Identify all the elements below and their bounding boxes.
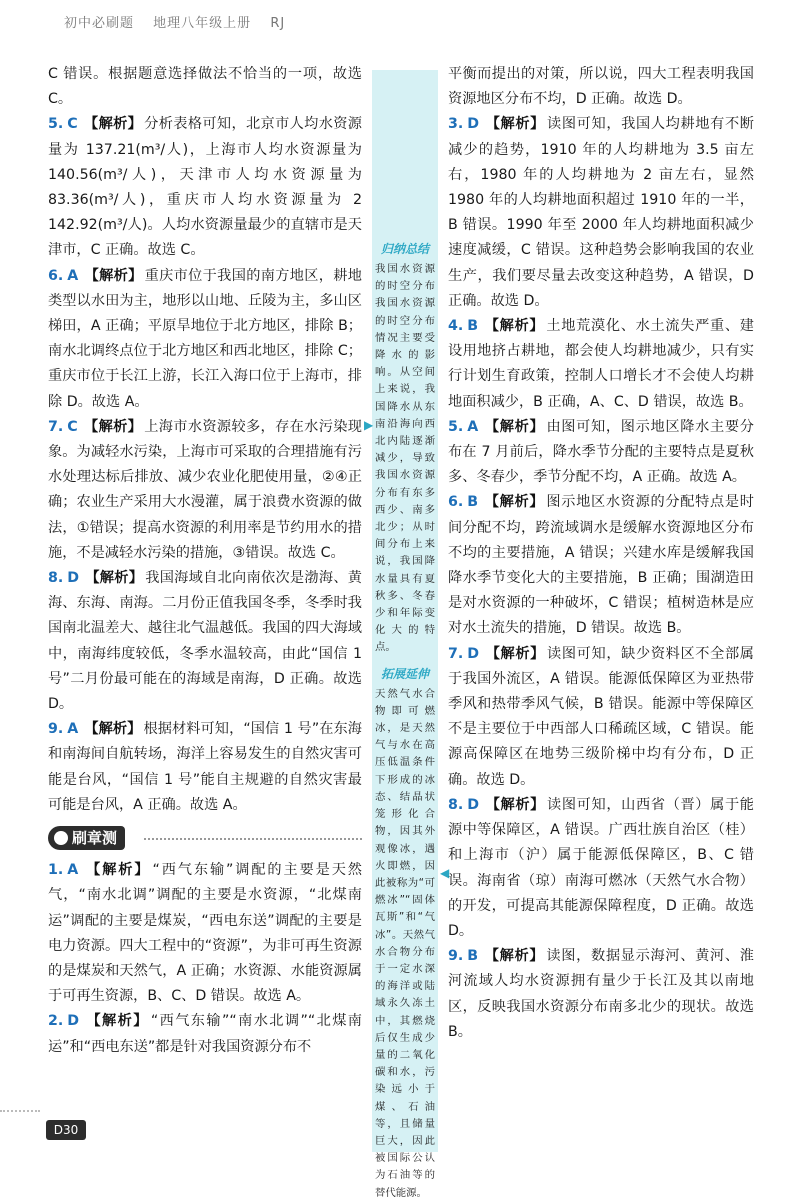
analysis-text: 由图可知，图示地区降水主要分布在 7 月前后，降水季节分配的主要特点是夏秋多、冬春少，季节分配不均，A 正确。故选 A。 — [448, 418, 754, 486]
analysis-text: 分析表格可知，北京市人均水资源量为 137.21(m³/人)，上海市人均水资源量为 140.56(m³/人)，天津市人均水资源量为 83.36(m³/人)，重庆市人均水资源量为 2 142.92(m³/人)。人均水资源量最少的直辖市是天津市，C 正确。故选 C。 — [48, 116, 362, 259]
question-number: 6. — [48, 267, 64, 284]
answer-letter: D — [67, 1013, 80, 1030]
analysis-tag: 【解析】 — [484, 418, 545, 435]
answer-letter: A — [467, 418, 479, 435]
answer-letter: A — [67, 267, 79, 284]
answer-letter: B — [467, 494, 479, 511]
running-header — [64, 12, 299, 31]
answer-item — [448, 944, 754, 1045]
summary-text: 我国水资源的时空分布 我国水资源的时空分布情况主要受降水的影响。从空间上来说，我国降水从东南沿海向西北内陆逐渐减少，导致我国水资源分布有东多西少、南多北少；从时间分布上来说，我国降水量具有夏秋多、冬春少和年际变化大的特点。 — [375, 263, 435, 654]
margin-dots — [0, 1110, 40, 1112]
analysis-text: 读图，数据显示海河、黄河、淮河流域人均水资源拥有量少于长江及其以南地区，反映我国水资源分布南多北少的现状。故选 B。 — [448, 948, 754, 1040]
section-badge — [48, 826, 125, 850]
answer-letter: B — [467, 948, 479, 965]
pointer-right-icon: ▶ — [364, 418, 374, 432]
answer-letter: D — [467, 796, 480, 813]
question-number: 7. — [48, 418, 64, 435]
question-number: 1. — [48, 862, 64, 879]
analysis-text: 上海市水资源较多，存在水污染现象。为减轻水污染，上海市可采取的合理措施有污水处理达标后排放、减少农业化肥使用量，②④正确；农业生产采用大水漫灌，属于浪费水资源的做法，①错误；提高水资源的利用率是节约用水的措施，不是减轻水污染的措施，③错误。故选 C。 — [48, 418, 362, 561]
right-answer-list — [448, 112, 754, 1045]
answer-item — [448, 642, 754, 793]
analysis-text: 读图可知，缺少资料区不全部属于我国外流区，A 错误。能源低保障区为亚热带季风和热带季风气候，B 错误。能源中等保障区不是主要位于中西部人口稀疏区域，C 错误。能源高保障区在地势三级阶梯中均有分布，D 正确。故选 D。 — [448, 645, 754, 788]
question-number: 2. — [48, 1013, 64, 1030]
question-number: 8. — [48, 570, 64, 587]
right-intro: 平衡而提出的对策，所以说，四大工程表明我国资源地区分布不均，D 正确。故选 D。 — [448, 66, 754, 108]
analysis-text: “西气东输”“南水北调”“北煤南运”和“西电东送”都是针对我国资源分布不 — [48, 1013, 362, 1055]
analysis-tag: 【解析】 — [484, 948, 545, 965]
pointer-left-icon: ◀ — [440, 866, 450, 880]
analysis-text: “西气东输”调配的主要是天然气，“南水北调”调配的主要是水资源，“北煤南运”调配的主要是煤炭，“西电东送”调配的主要是电力资源。四大工程中的“资源”，为非可再生资源的是煤炭和天然气，A 正确；水资源、水能资源属于可再生资源，B、C、D 错误。故选 A。 — [48, 862, 362, 1005]
answer-item — [448, 415, 754, 491]
analysis-text: 图示地区水资源的分配特点是时间分配不均，跨流域调水是缓解水资源地区分布不均的主要措施，A 错误；兴建水库是缓解我国降水季节变化大的主要措施，B 正确；围湖造田是对水资源的一种破坏，C 错误；植树造林是应对水土流失的措施，D 错误。故选 B。 — [448, 494, 754, 637]
answer-letter: A — [67, 721, 79, 738]
answer-item — [48, 112, 362, 263]
analysis-text: 我国海域自北向南依次是渤海、黄海、东海、南海。二月份正值我国冬季，冬季时我国南北温差大、越往北气温越低。我国的四大海域中，南海纬度较低，冬季水温较高，由此“国信 1 号”二月份最可能在的海域是南海，D 正确。故选 D。 — [48, 570, 362, 713]
analysis-tag: 【解析】 — [85, 1013, 149, 1030]
edition-label: RJ — [270, 16, 286, 31]
answer-item — [48, 717, 362, 818]
answer-letter: C — [67, 116, 78, 133]
right-column — [448, 62, 754, 1045]
page-number: D30 — [46, 1120, 86, 1140]
question-number: 5. — [448, 418, 464, 435]
question-number: 6. — [448, 494, 464, 511]
chapter-test-answer-list — [48, 858, 362, 1060]
analysis-tag: 【解析】 — [485, 645, 546, 662]
question-number: 9. — [448, 948, 464, 965]
answer-item — [448, 314, 754, 415]
analysis-tag: 【解析】 — [83, 116, 143, 133]
analysis-tag: 【解析】 — [485, 796, 546, 813]
question-number: 3. — [448, 116, 464, 133]
book-title: 初中必刷题 — [64, 16, 135, 31]
analysis-tag: 【解析】 — [83, 418, 143, 435]
analysis-text: 读图可知，我国人均耕地有不断减少的趋势，1910 年的人均耕地为 3.5 亩左右，1980 年的人均耕地为 2 亩左右，显然 1980 年的人均耕地面积超过 1910 年的一半，B 错误。1990 年至 2000 年人均耕地面积减少速度减缓，C 错误。这种趋势会影响我国的农业生产，我们要尽量去改变这种趋势，A 错误，D 正确。故选 D。 — [448, 116, 754, 309]
question-number: 4. — [448, 318, 464, 335]
section-title: 刷章测 — [72, 829, 118, 848]
answer-item — [448, 793, 754, 944]
answer-letter: D — [67, 570, 80, 587]
answer-letter: C — [67, 418, 78, 435]
section-header — [48, 824, 362, 854]
analysis-tag: 【解析】 — [85, 570, 144, 587]
answer-item — [448, 490, 754, 641]
question-number: 9. — [48, 721, 64, 738]
left-answer-list — [48, 112, 362, 818]
analysis-text: 读图可知，山西省（晋）属于能源中等保障区，A 错误。广西壮族自治区（桂）和上海市（沪）属于能源低保障区，B、C 错误。海南省（琼）南海可燃冰（天然气水合物）的开发，可提高其能源保障程度，D 正确。故选 D。 — [448, 796, 754, 939]
summary-title: 归纳总结 — [380, 242, 429, 256]
question-number: 8. — [448, 796, 464, 813]
section-divider — [144, 838, 362, 840]
analysis-text: 根据材料可知，“国信 1 号”在东海和南海间自航转场，海洋上容易发生的自然灾害可能是台风，“国信 1 号”能自主规避的自然灾害最可能是台风，A 正确。故选 A。 — [48, 721, 362, 813]
analysis-tag: 【解析】 — [84, 267, 143, 284]
answer-letter: B — [467, 318, 479, 335]
question-number: 7. — [448, 645, 464, 662]
answer-item — [48, 264, 362, 415]
question-number: 5. — [48, 116, 64, 133]
analysis-tag: 【解析】 — [84, 721, 142, 738]
answer-item — [48, 566, 362, 717]
left-intro: C 错误。根据题意选择做法不恰当的一项，故选 C。 — [48, 66, 362, 108]
answer-letter: A — [67, 862, 79, 879]
analysis-text: 土地荒漠化、水土流失严重、建设用地挤占耕地，都会使人均耕地减少，只有实行计划生育政策，控制人口增长才不会使人均耕地面积减少，B 正确，A、C、D 错误，故选 B。 — [448, 318, 754, 410]
analysis-tag: 【解析】 — [484, 494, 545, 511]
subject-title: 地理八年级上册 — [153, 16, 252, 31]
answer-item — [48, 415, 362, 566]
sidebar-notes — [372, 70, 438, 1199]
analysis-tag: 【解析】 — [84, 862, 151, 879]
pen-icon — [54, 831, 68, 845]
answer-item — [48, 858, 362, 1009]
answer-letter: D — [467, 116, 480, 133]
answer-item — [48, 1009, 362, 1059]
answer-letter: D — [467, 645, 480, 662]
left-column — [48, 62, 362, 1060]
answer-item — [448, 112, 754, 314]
extension-text: 天然气水合物即可燃冰，是天然气与水在高压低温条件下形成的冰态、结晶状笼形化合物，因其外观像冰，遇火即燃，因此被称为“可燃冰”“固体瓦斯”和“气冰”。天然气水合物分布于一定水深的海洋或陆域永久冻土中，其燃烧后仅生成少量的二氧化碳和水，污染远小于煤、石油等，且储量巨大，因此被国际公认为石油等的替代能源。 — [375, 687, 435, 1199]
extension-title: 拓展延伸 — [380, 666, 429, 681]
analysis-tag: 【解析】 — [485, 116, 546, 133]
analysis-tag: 【解析】 — [484, 318, 545, 335]
analysis-text: 重庆市位于我国的南方地区，耕地类型以水田为主，地形以山地、丘陵为主，多山区梯田，A 正确；平原旱地位于北方地区，排除 B；南水北调终点位于北方地区和西北地区，排除 C；重庆市位于长江上游，长江入海口位于上海市，排除 D。故选 A。 — [48, 267, 362, 410]
